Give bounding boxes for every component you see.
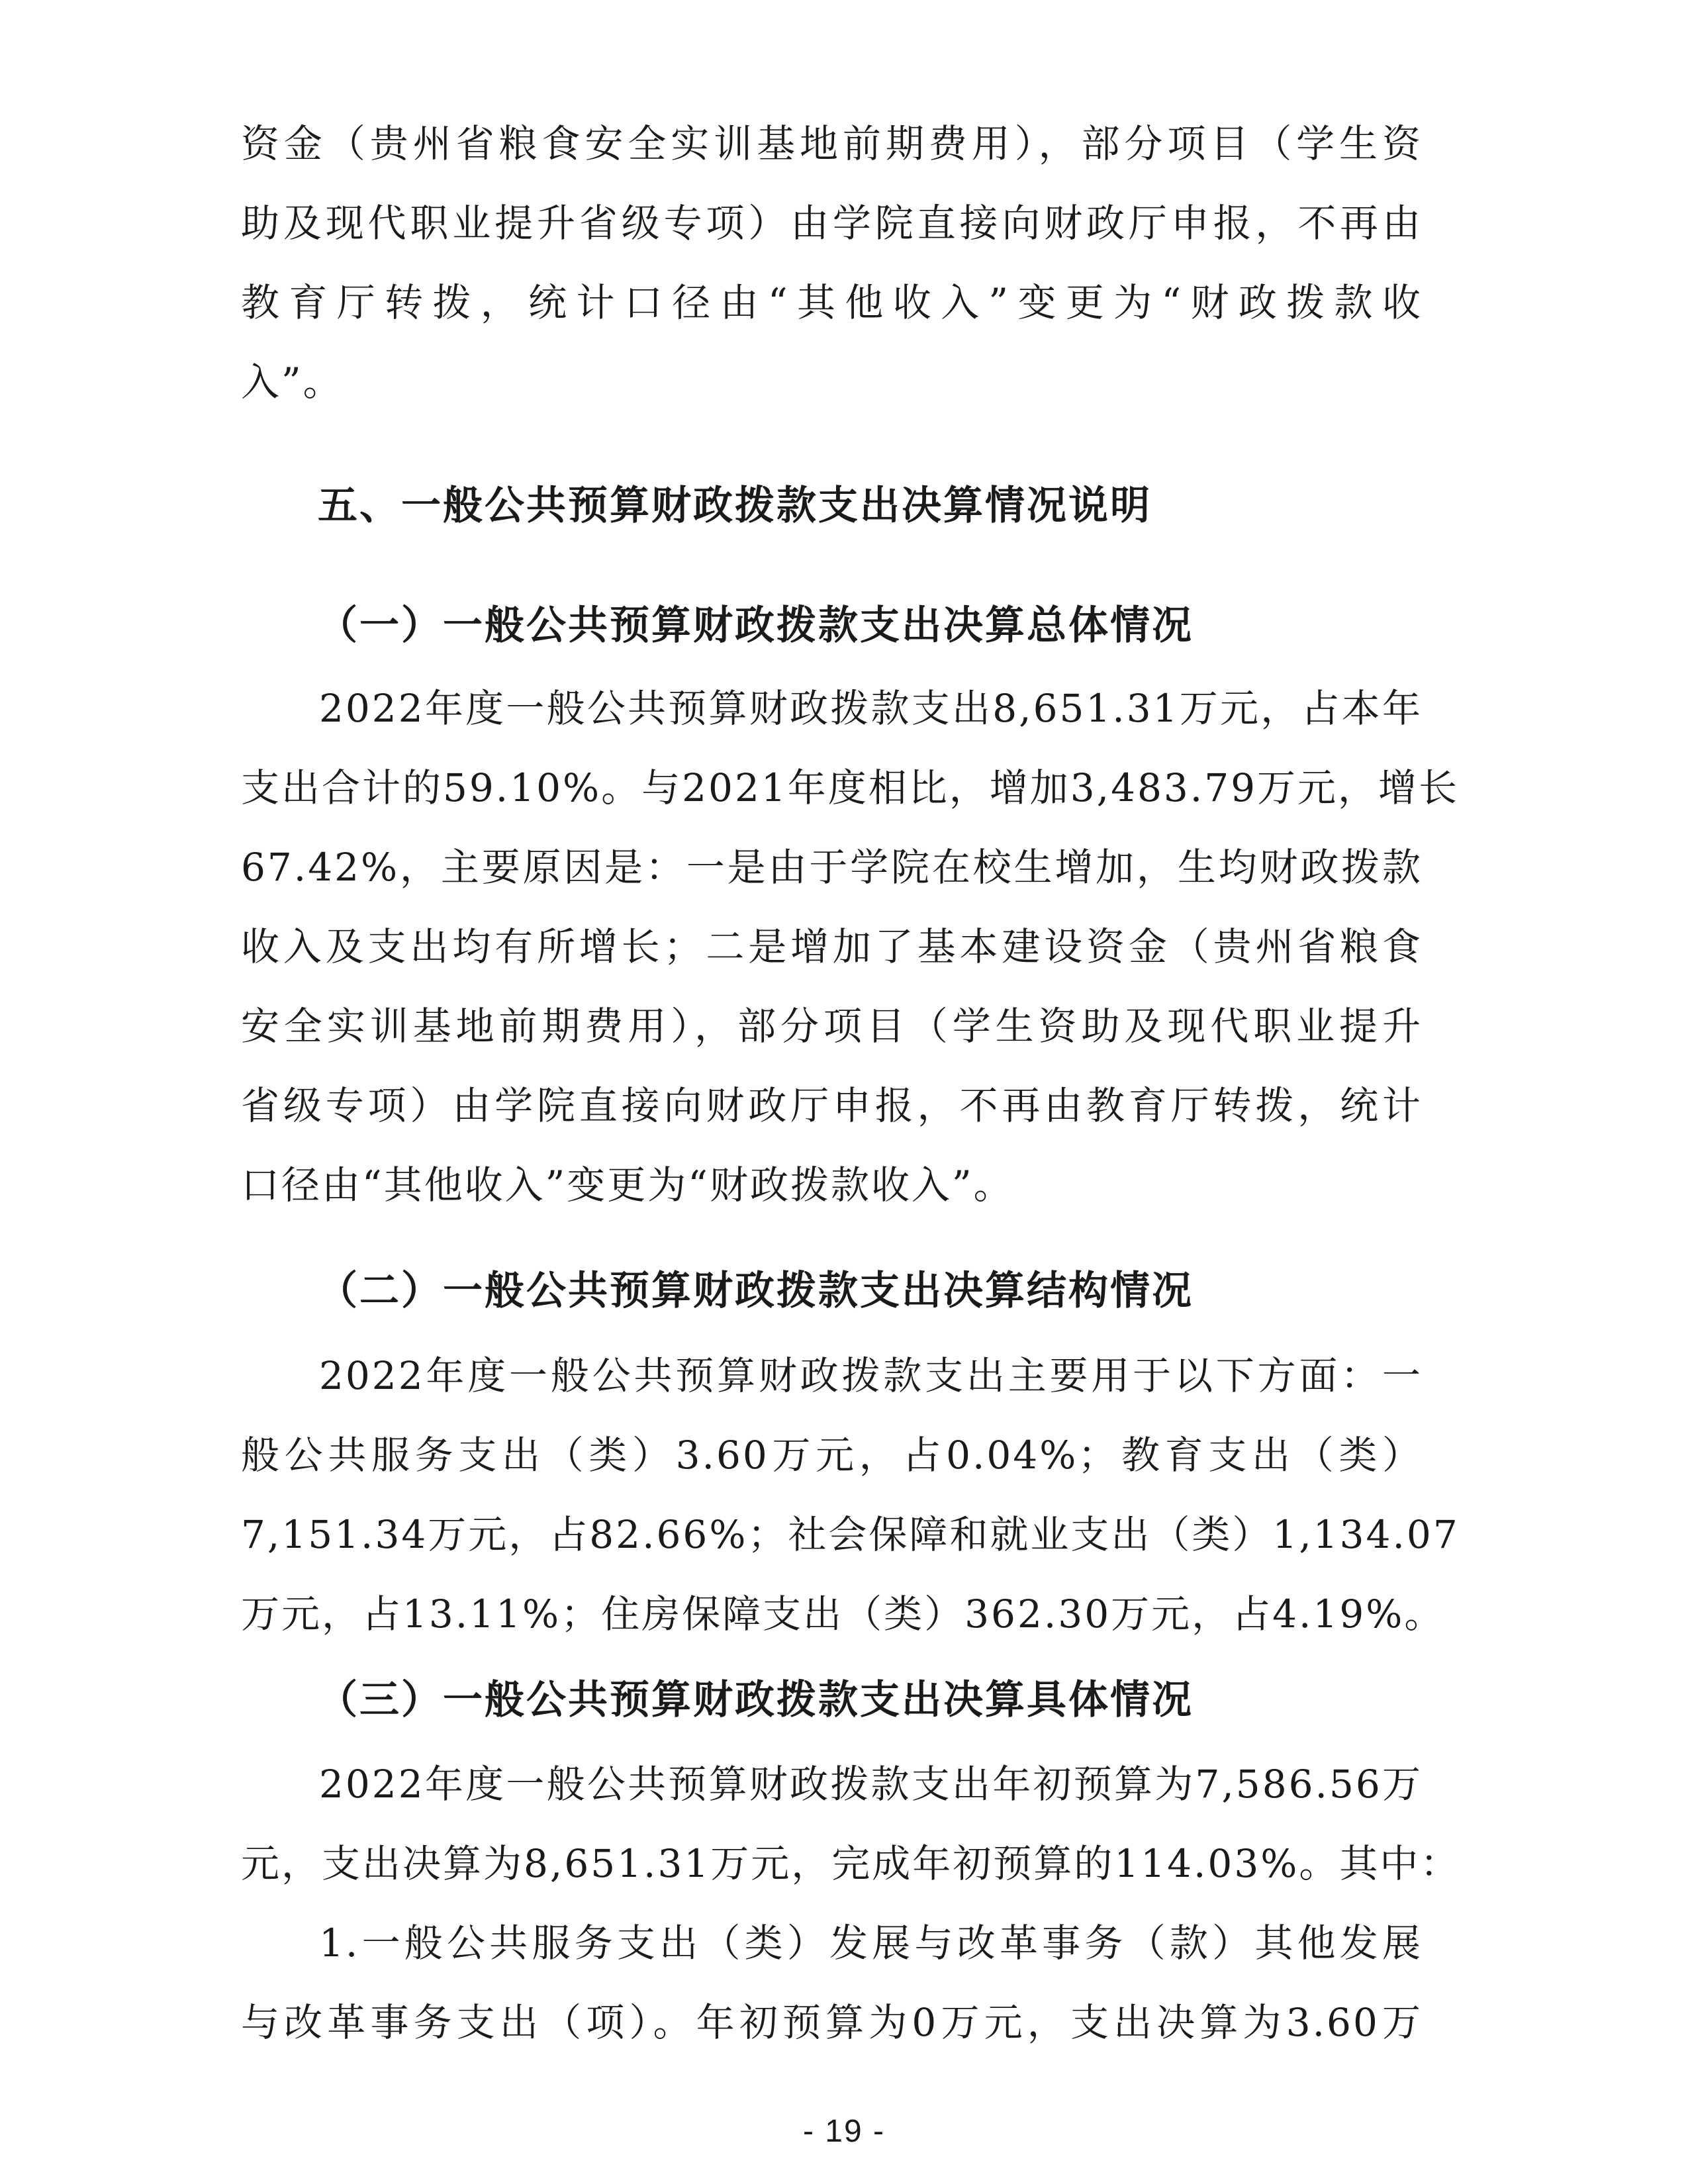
subsection-heading: （三）一般公共预算财政拨款支出决算具体情况 — [318, 1677, 1194, 1723]
paragraph-line: 67.42%，主要原因是：一是由于学院在校生增加，生均财政拨款 — [241, 845, 1423, 890]
page-number: - 19 - — [802, 2114, 886, 2149]
paragraph-line: 1.一般公共服务支出（类）发展与改革事务（款）其他发展 — [319, 1921, 1423, 1966]
paragraph-line: 安全实训基地前期费用），部分项目（学生资助及现代职业提升 — [241, 1004, 1423, 1049]
paragraph-line: 资金（贵州省粮食安全实训基地前期费用），部分项目（学生资 — [241, 121, 1423, 166]
paragraph-line: 与改革事务支出（项）。年初预算为0万元，支出决算为3.60万 — [241, 2000, 1423, 2045]
paragraph-line: 2022年度一般公共预算财政拨款支出年初预算为7,586.56万 — [319, 1762, 1423, 1807]
paragraph-line: 教育厅转拨，统计口径由“其他收入”变更为“财政拨款收 — [241, 280, 1423, 325]
subsection-heading: （二）一般公共预算财政拨款支出决算结构情况 — [318, 1268, 1194, 1314]
section-heading: 五、一般公共预算财政拨款支出决算情况说明 — [318, 483, 1152, 529]
paragraph-line: 省级专项）由学院直接向财政厅申报，不再由教育厅转拨，统计 — [241, 1083, 1423, 1128]
paragraph-line: 2022年度一般公共预算财政拨款支出8,651.31万元，占本年 — [319, 686, 1423, 731]
paragraph-line: 口径由“其他收入”变更为“财政拨款收入”。 — [241, 1163, 1014, 1208]
subsection-heading: （一）一般公共预算财政拨款支出决算总体情况 — [318, 602, 1194, 649]
paragraph-line: 7,151.34万元，占82.66%；社会保障和就业支出（类）1,134.07 — [241, 1512, 1460, 1557]
paragraph-line: 万元，占13.11%；住房保障支出（类）362.30万元，占4.19%。 — [241, 1591, 1445, 1637]
paragraph-line: 收入及支出均有所增长；二是增加了基本建设资金（贵州省粮食 — [241, 924, 1423, 969]
paragraph-line: 助及现代职业提升省级专项）由学院直接向财政厅申报，不再由 — [241, 201, 1423, 246]
paragraph-line: 2022年度一般公共预算财政拨款支出主要用于以下方面：一 — [319, 1353, 1423, 1398]
paragraph-line: 支出合计的59.10%。与2021年度相比，增加3,483.79万元，增长 — [241, 765, 1460, 810]
paragraph-line: 入”。 — [241, 359, 344, 404]
paragraph-line: 元，支出决算为8,651.31万元，完成年初预算的114.03%。其中： — [241, 1841, 1461, 1886]
paragraph-line: 般公共服务支出（类）3.60万元，占0.04%；教育支出（类） — [241, 1433, 1423, 1478]
